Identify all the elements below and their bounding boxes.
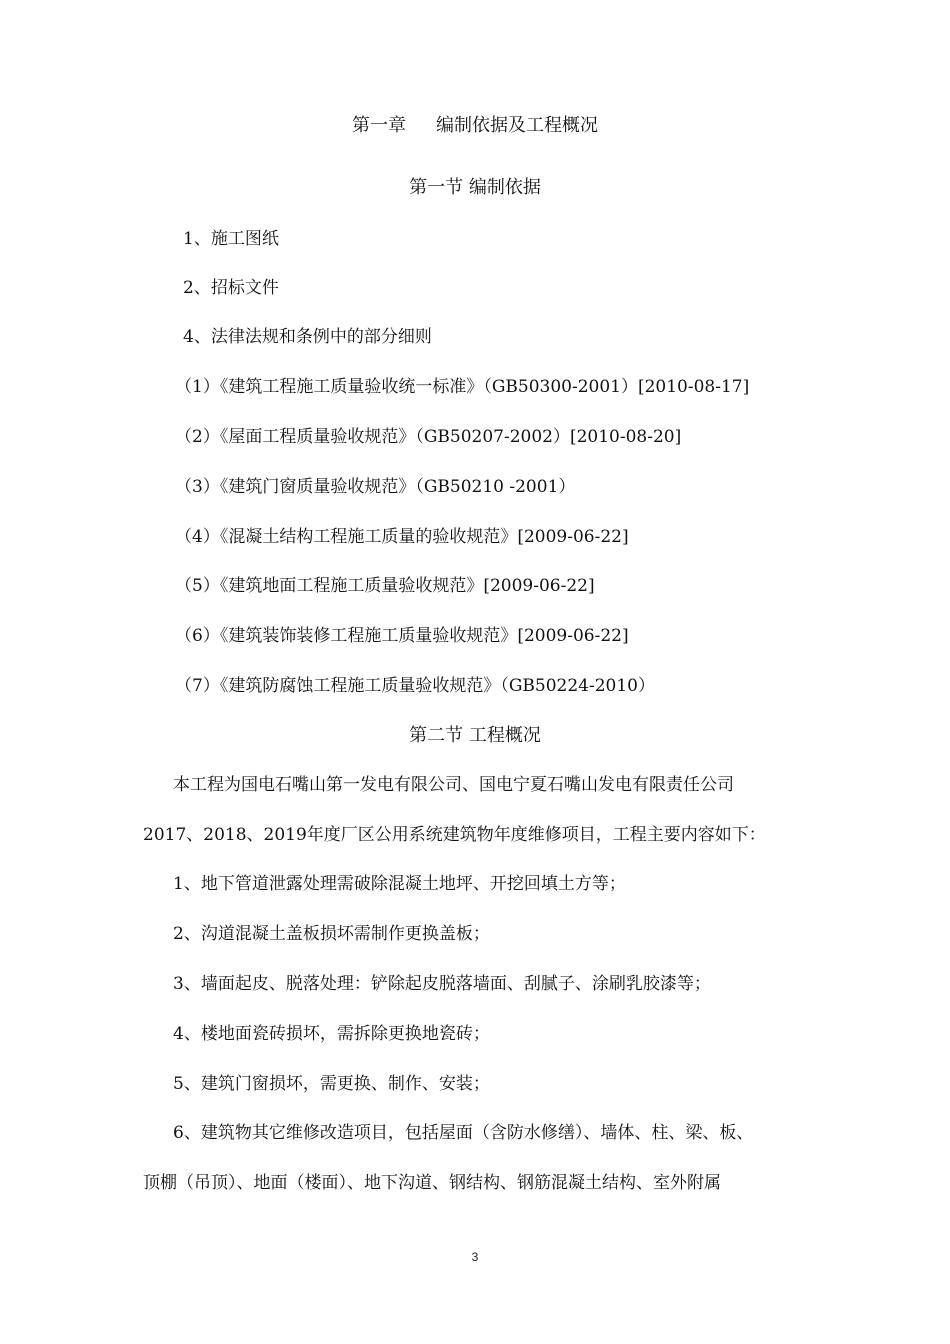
standard-item: （2）《屋面工程质量验收规范》（GB50207-2002）[2010-08-20] (175, 427, 682, 447)
scope-item: 2、沟道混凝土盖板损坏需制作更换盖板； (173, 924, 490, 944)
standard-item: （1）《建筑工程施工质量验收统一标准》（GB50300-2001）[2010-08-17] (175, 377, 750, 397)
chapter-heading (0, 114, 950, 138)
scope-item: 5、建筑门窗损坏，需更换、制作、安装； (173, 1074, 490, 1094)
basis-item: 4、法律法规和条例中的部分细则 (183, 327, 432, 347)
scope-item: 1、地下管道泄露处理需破除混凝土地坪、开挖回填土方等； (173, 874, 626, 894)
page-number: 3 (471, 1250, 479, 1264)
section-heading-basis: 第一节 编制依据 (409, 177, 541, 198)
scope-item: 3、墙面起皮、脱落处理：铲除起皮脱落墙面、刮腻子、涂刷乳胶漆等； (173, 974, 711, 994)
standard-item: （3）《建筑门窗质量验收规范》（GB50210 -2001） (175, 477, 576, 497)
basis-item: 1、施工图纸 (183, 229, 279, 249)
scope-continuation: 顶棚（吊顶）、地面（楼面）、地下沟道、钢结构、钢筋混凝土结构、室外附属 (143, 1173, 721, 1193)
scope-item: 4、楼地面瓷砖损坏，需拆除更换地瓷砖； (173, 1024, 490, 1044)
standard-item: （5）《建筑地面工程施工质量验收规范》[2009-06-22] (175, 576, 595, 596)
standard-item: （7）《建筑防腐蚀工程施工质量验收规范》（GB50224-2010） (175, 676, 655, 696)
overview-paragraph-line: 2017、2018、2019年度厂区公用系统建筑物年度维修项目，工程主要内容如下： (143, 825, 766, 845)
overview-paragraph-line: 本工程为国电石嘴山第一发电有限公司、国电宁夏石嘴山发电有限责任公司 (173, 775, 734, 795)
chapter-number: 第一章 (352, 115, 406, 136)
basis-item: 2、招标文件 (183, 278, 279, 298)
standard-item: （4）《混凝土结构工程施工质量的验收规范》[2009-06-22] (175, 527, 629, 547)
standard-item: （6）《建筑装饰装修工程施工质量验收规范》[2009-06-22] (175, 626, 629, 646)
chapter-title: 编制依据及工程概况 (436, 115, 598, 136)
section-heading-overview: 第二节 工程概况 (409, 725, 541, 746)
scope-item: 6、建筑物其它维修改造项目，包括屋面（含防水修缮）、墙体、柱、梁、板、 (173, 1123, 754, 1143)
